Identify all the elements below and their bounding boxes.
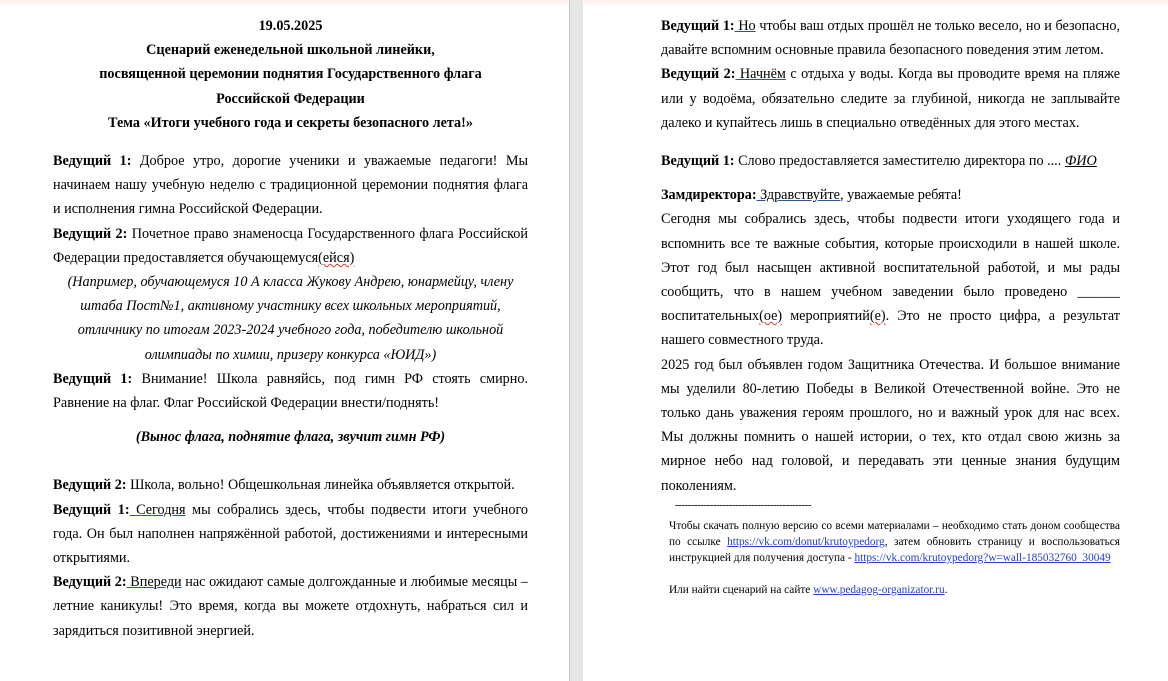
example-line: отличнику по итогам 2023-2024 учебного года, победителю школьной: [77, 322, 504, 339]
speaker-colon: :: [730, 66, 736, 83]
speaker-label: Ведущий 2:: [53, 225, 128, 242]
edited-word: Начнём: [735, 66, 786, 83]
donut-link[interactable]: https://vk.com/donut/krutoypedorg: [727, 535, 885, 548]
footnote-separator: -------------------------------------------: [675, 498, 812, 511]
edited-word: Здравствуйте: [756, 187, 840, 204]
gender-suffix: (ейся): [318, 249, 355, 266]
paragraph-host2-water[interactable]: [661, 62, 1120, 135]
page-top-edge: [0, 0, 569, 6]
paragraph-host1-deputy[interactable]: [661, 149, 1120, 173]
speaker-label: Ведущий 2: [53, 574, 122, 591]
footnote-text: , затем обновить страницу и воспользоваться инструкцией для получения доступа -: [669, 535, 1120, 564]
site-link[interactable]: www.pedagog-organizator.ru: [813, 583, 945, 596]
document-page-right: [583, 0, 1168, 681]
paragraph-text: Внимание! Школа равняйсь, под гимн РФ стоять смирно. Равнение на флаг. Флаг Российской Федерации внести/поднять!: [53, 370, 528, 412]
document-page-left: [0, 0, 569, 681]
paragraph-text: мы собрались здесь, чтобы подвести итоги учебного года. Он был наполнен напряжённой работой, достижениями и интересными открытиями.: [53, 501, 528, 567]
speaker-colon: :: [751, 187, 757, 204]
speaker-label: Ведущий 2: [661, 66, 731, 83]
footnote-site: [669, 582, 1120, 598]
page-content-right: [661, 14, 1120, 598]
speaker-label: Ведущий 1: [661, 18, 730, 34]
example-line: олимпиады по химии, призеру конкурса «ЮИД»): [144, 346, 437, 363]
document-date: 19.05.2025: [258, 18, 323, 34]
paragraph-host1-attention[interactable]: [53, 367, 528, 415]
speaker-colon: :: [729, 18, 735, 34]
paragraph-host1-safety[interactable]: [661, 14, 1120, 62]
paragraph-text: Слово предоставляется заместителю директора по ....: [734, 153, 1065, 170]
edited-word: Но: [734, 18, 756, 34]
paragraph-text: Сегодня мы собрались здесь, чтобы подвести итоги уходящего года и вспомнить все те важные события, которые происходили в нашей школе. Этот год был насыщен активной воспитательной работой, и мы рады сообщить, что в нашем учебном заведении было проведено ______ воспитательных: [661, 211, 1120, 325]
speaker-colon: :: [121, 574, 127, 591]
speaker-label: Ведущий 1: [53, 501, 125, 518]
paragraph-text: , уважаемые ребята!: [839, 187, 962, 204]
speaker-label: Замдиректора: [661, 187, 752, 204]
paragraph-text: 2025 год был объявлен годом Защитника Отечества. И большое внимание мы уделили 80-летию Победы в Великой Отечественной войне. Это не только дань уважения героям прошлого, но и важный урок для нас всех. Мы должны помнить о нашей истории, о тех, кто отдал свою жизнь за мирное небо над головой, и передавать эти ценные знания будущим поколениям.: [661, 356, 1120, 494]
paragraph-host1-summary[interactable]: [53, 498, 528, 571]
fio-placeholder: ФИО: [1064, 153, 1097, 170]
footnote-text: .: [944, 583, 948, 596]
speaker-label: Ведущий 1:: [53, 153, 132, 170]
page-divider: [569, 0, 570, 681]
page-top-edge: [583, 0, 1168, 6]
example-note: [53, 270, 528, 367]
page-content-left: [53, 14, 528, 643]
paragraph-host2-summer[interactable]: [53, 570, 528, 643]
paragraph-text: нас ожидают самые долгожданные и любимые месяцы – летние каникулы! Это время, когда вы можете отдохнуть, набраться сил и зарядиться позитивной энергией.: [53, 574, 529, 639]
footnote-text: Или найти сценарий на сайте: [669, 583, 814, 596]
paragraph-host2-flagbearer[interactable]: [53, 222, 528, 270]
paragraph-deputy-greeting[interactable]: [661, 183, 1120, 207]
edited-word: Сегодня: [129, 501, 186, 518]
speaker-colon: :: [124, 501, 130, 518]
paragraph-host1-greeting[interactable]: [53, 149, 528, 222]
footnote-area: [661, 498, 1120, 598]
wall-post-link[interactable]: https://vk.com/krutoypedorg?w=wall-185032760_30049: [854, 551, 1111, 564]
title-line-1: Сценарий еженедельной школьной линейки,: [146, 42, 435, 59]
paragraph-host2-opening[interactable]: [53, 473, 528, 497]
paragraph-text: Доброе утро, дорогие ученики и уважаемые педагоги! Мы начинаем нашу учебную неделю с традиционной церемонии поднятия флага и исполнения гимна Российской Федерации.: [53, 153, 528, 218]
paragraph-text: . Это не просто цифра, а результат нашего совместного труда.: [661, 308, 1120, 349]
paragraph-text: мероприятий: [782, 308, 870, 325]
speaker-label: Ведущий 1:: [661, 153, 735, 170]
paragraph-text: Школа, вольно! Общешкольная линейка объявляется открытой.: [126, 477, 515, 494]
title-line-3: Российской Федерации: [216, 90, 365, 107]
gender-suffix: (е): [869, 308, 886, 325]
edited-word: Впереди: [126, 574, 182, 591]
example-line: (Например, обучающемуся 10 А класса Жукову Андрею, юнармейцу, члену: [67, 274, 514, 291]
speaker-label: Ведущий 1:: [53, 370, 133, 387]
footnote-download: [669, 518, 1120, 566]
speaker-label: Ведущий 2:: [53, 477, 127, 494]
gender-suffix: (ое): [759, 308, 783, 325]
example-line: штаба Пост№1, активному участнику всех школьных мероприятий,: [80, 298, 501, 315]
paragraph-deputy-victory[interactable]: [661, 353, 1120, 498]
footnote-text: Чтобы скачать полную версию со всеми материалами – необходимо стать доном сообщества по ссылке: [669, 519, 1120, 548]
stage-direction: (Вынос флага, поднятие флага, звучит гимн РФ): [135, 429, 446, 446]
paragraph-text: с отдыха у воды. Когда вы проводите время на пляже или у водоёма, обязательно следите за глубиной, никогда не заплывайте далеко и купайтесь лишь в специально отведённых для этого местах.: [661, 66, 1121, 131]
paragraph-deputy-results[interactable]: [661, 207, 1120, 352]
title-line-2: посвященной церемонии поднятия Государственного флага: [99, 66, 482, 83]
title-line-4: Тема «Итоги учебного года и секреты безопасного лета!»: [108, 114, 473, 131]
paragraph-text: Почетное право знаменосца Государственного флага Российской Федерации предоставляется обучающемуся: [53, 225, 528, 266]
paragraph-text: чтобы ваш отдых прошёл не только весело, но и безопасно, давайте вспомним основные правила безопасного поведения этим летом.: [661, 18, 1120, 59]
